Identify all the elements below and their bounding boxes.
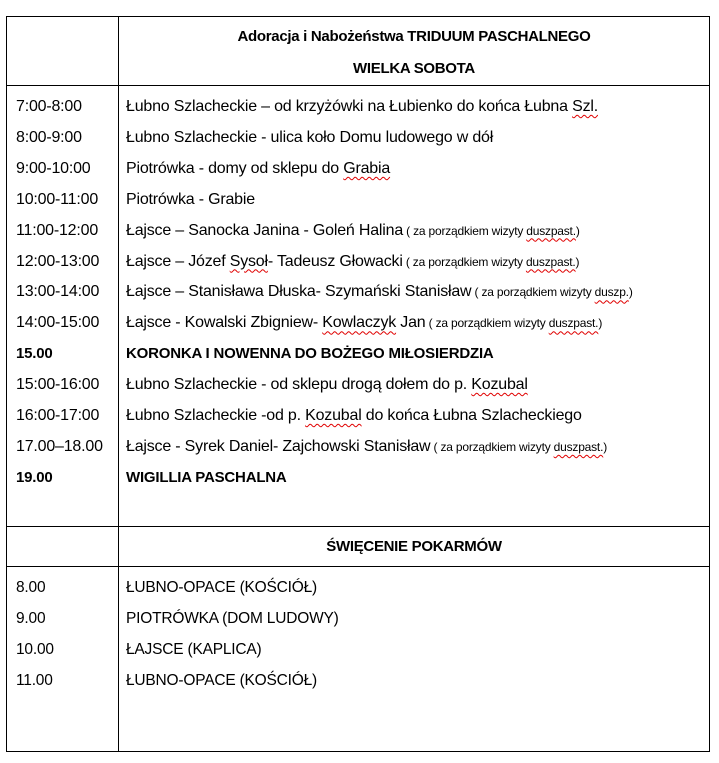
description-text: Piotrówka - domy od sklepu do [126, 159, 344, 177]
description-cell [126, 220, 580, 242]
time-cell: 11.00 [16, 671, 53, 689]
visit-order-note [471, 285, 632, 299]
section-divider [7, 526, 709, 527]
time-cell: 16:00-17:00 [16, 407, 100, 424]
schedule-row [7, 96, 709, 127]
schedule-row [7, 312, 709, 343]
description-cell [126, 374, 528, 396]
location-cell: ŁUBNO-OPACE (KOŚCIÓŁ) [126, 671, 318, 689]
visit-order-note [426, 316, 603, 330]
time-cell: 10.00 [16, 640, 54, 658]
schedule-row [7, 189, 709, 220]
note-text: ( za porządkiem wizyty [403, 223, 527, 238]
description-text: Łajsce – Sanocka Janina - Goleń Halina [126, 221, 404, 239]
description-cell [126, 343, 494, 365]
blessing-row [7, 608, 709, 639]
spellcheck-flagged-word: Grabia [343, 159, 391, 177]
description-text: Łajsce - Kowalski Zbigniew- [126, 314, 323, 332]
spellcheck-flagged-word: Kozubal [305, 407, 362, 424]
spellcheck-flagged-word: duszpast. [548, 316, 599, 331]
note-text: ( za porządkiem wizyty [430, 439, 554, 454]
visit-order-note [403, 224, 580, 238]
description-cell [126, 189, 255, 211]
note-text: ( za porządkiem wizyty [471, 285, 595, 300]
description-text: Łajsce - Syrek Daniel- Zajchowski Stanisław [126, 437, 431, 455]
description-cell [126, 158, 390, 180]
time-cell: 17.00–18.00 [16, 437, 103, 455]
description-text: Łubno Szlacheckie -od p. [126, 407, 306, 424]
time-cell: 15:00-16:00 [16, 376, 100, 394]
day-title: WIELKA SOBOTA [353, 60, 475, 77]
schedule-row [7, 220, 709, 251]
spellcheck-flagged-word: Kowlaczyk [322, 314, 397, 332]
description-text: Łubno Szlacheckie - ulica koło Domu ludowego w dół [126, 128, 494, 146]
schedule-row [7, 158, 709, 189]
note-text: ( za porządkiem wizyty [425, 316, 549, 331]
schedule-table [6, 16, 710, 752]
time-cell: 12:00-13:00 [16, 252, 100, 270]
time-cell: 9.00 [16, 609, 46, 627]
time-cell: 15.00 [16, 345, 53, 363]
visit-order-note [430, 440, 607, 454]
schedule-row [7, 251, 709, 282]
schedule-row [7, 467, 709, 498]
schedule-row [7, 405, 709, 436]
schedule-row [7, 281, 709, 312]
location-cell: ŁAJSCE (KAPLICA) [126, 640, 262, 658]
description-cell [126, 312, 602, 334]
description-text-cont: - Tadeusz Głowacki [267, 252, 403, 270]
time-cell: 8.00 [16, 579, 46, 596]
note-end: ) [628, 285, 633, 300]
spellcheck-flagged-word: duszpast. [553, 439, 604, 454]
note-text: ( za porządkiem wizyty [402, 254, 526, 269]
spellcheck-flagged-word: duszp. [594, 285, 629, 300]
time-cell: 9:00-10:00 [16, 159, 91, 177]
description-text: KORONKA I NOWENNA DO BOŻEGO MIŁOSIERDZIA [126, 345, 494, 363]
note-end: ) [598, 316, 603, 331]
blessing-row [7, 670, 709, 701]
spellcheck-flagged-word: Kozubal [471, 376, 528, 394]
description-cell [126, 281, 633, 303]
spellcheck-flagged-word: duszpast. [525, 254, 576, 269]
description-text: Piotrówka - Grabie [126, 190, 255, 208]
description-cell [126, 405, 582, 427]
time-cell: 7:00-8:00 [16, 98, 82, 115]
schedule-row [7, 127, 709, 158]
description-cell [126, 467, 287, 489]
description-text: WIGILLIA PASCHALNA [126, 468, 287, 486]
blessing-row [7, 639, 709, 670]
description-text: Łajsce – Stanisława Dłuska- Szymański Stanisław [126, 283, 472, 301]
section2-title: ŚWIĘCENIE POKARMÓW [326, 538, 502, 555]
description-cell [126, 127, 493, 149]
document-title: Adoracja i Nabożeństwa TRIDUUM PASCHALNEGO [237, 28, 591, 45]
description-cell [126, 436, 607, 458]
description-cell [126, 96, 598, 118]
spellcheck-flagged-word: Sysoł [229, 252, 268, 270]
header-divider [7, 85, 709, 86]
description-text: Łubno Szlacheckie - od sklepu drogą dołem do p. [126, 376, 472, 394]
spellcheck-flagged-word: duszpast. [526, 223, 576, 238]
location-cell: PIOTRÓWKA (DOM LUDOWY) [126, 609, 339, 627]
section2-header-divider [7, 566, 709, 567]
note-end: ) [575, 223, 580, 238]
note-end: ) [603, 439, 608, 454]
visit-order-note [403, 255, 580, 269]
description-text-cont: Jan [396, 314, 426, 332]
description-cell [126, 251, 579, 273]
time-cell: 8:00-9:00 [16, 128, 82, 146]
time-cell: 11:00-12:00 [16, 221, 99, 239]
blessing-row [7, 577, 709, 608]
note-end: ) [575, 254, 580, 269]
time-cell: 19.00 [16, 468, 53, 486]
time-cell: 10:00-11:00 [16, 190, 99, 208]
location-cell: ŁUBNO-OPACE (KOŚCIÓŁ) [126, 579, 318, 596]
schedule-row [7, 343, 709, 374]
description-text: Łubno Szlacheckie – od krzyżówki na Łubienko do końca Łubna [126, 98, 573, 115]
time-cell: 14:00-15:00 [16, 314, 100, 332]
time-cell: 13:00-14:00 [16, 283, 100, 301]
description-text: Łajsce – Józef [126, 252, 230, 270]
spellcheck-flagged-word: Szl. [572, 98, 598, 115]
schedule-row [7, 436, 709, 467]
description-text-cont: do końca Łubna Szlacheckiego [361, 407, 582, 424]
schedule-row [7, 374, 709, 405]
